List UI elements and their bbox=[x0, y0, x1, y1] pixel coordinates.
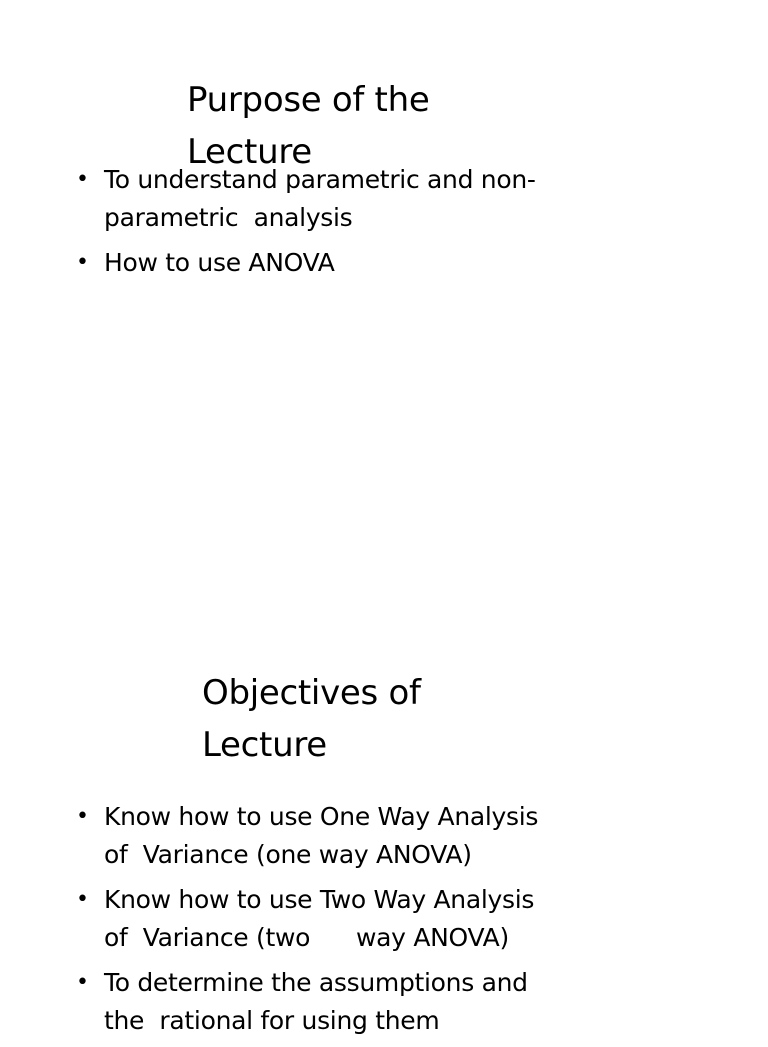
bullet-list bbox=[76, 798, 596, 1047]
bullet-dot-icon: • bbox=[76, 167, 89, 192]
bullet-item bbox=[76, 964, 596, 1039]
slide-objectives bbox=[0, 640, 768, 1035]
bullet-item bbox=[76, 798, 596, 873]
slide-title: Purpose of the Lecture bbox=[187, 80, 430, 172]
bullet-line: To determine the assumptions and bbox=[104, 968, 528, 997]
bullet-item bbox=[76, 244, 596, 282]
bullet-dot-icon: • bbox=[76, 970, 89, 995]
bullet-dot-icon: • bbox=[76, 250, 89, 275]
bullet-item bbox=[76, 161, 596, 236]
bullet-line: of Variance (two way ANOVA) bbox=[104, 922, 509, 952]
bullet-dot-icon: • bbox=[76, 887, 89, 912]
bullet-line: of Variance (one way ANOVA) bbox=[104, 839, 472, 869]
bullet-line: parametric analysis bbox=[104, 202, 353, 232]
bullet-line: Know how to use One Way Analysis bbox=[104, 802, 539, 831]
bullet-line: To understand parametric and non- bbox=[104, 165, 536, 194]
bullet-line: the rational for using them bbox=[104, 1005, 440, 1035]
bullet-dot-icon: • bbox=[76, 804, 89, 829]
bullet-line: Know how to use Two Way Analysis bbox=[104, 885, 535, 914]
slide-title: Objectives of Lecture bbox=[202, 673, 421, 765]
bullet-line: How to use ANOVA bbox=[104, 248, 335, 277]
bullet-list bbox=[76, 161, 596, 290]
bullet-item bbox=[76, 881, 596, 956]
